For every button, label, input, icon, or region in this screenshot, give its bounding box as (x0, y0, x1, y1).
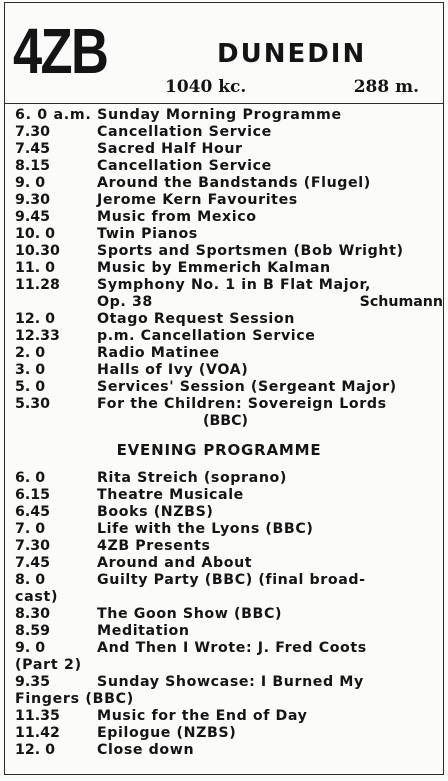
header-divider (5, 103, 443, 104)
programme-line: (Part 2) (15, 657, 82, 673)
programme-row (15, 396, 443, 413)
programme-time: 9. 0 (15, 640, 46, 656)
programme-title: Halls of Ivy (VOA) (97, 362, 249, 378)
programme-title: Close down (97, 742, 195, 758)
programme-row (15, 674, 443, 691)
programme-row (15, 640, 443, 657)
programme-time: 9.45 (15, 209, 51, 225)
programme-title: Rita Streich (soprano) (97, 470, 287, 486)
programme-title: Around and About (97, 555, 253, 571)
programme-row (15, 277, 443, 294)
programme-title: Theatre Musicale (97, 487, 244, 503)
programme-title: Otago Request Session (97, 311, 295, 327)
programme-time: 10. 0 (15, 226, 55, 242)
programme-title: Around the Bandstands (Flugel) (97, 175, 371, 191)
programme-time: 7. 0 (15, 521, 46, 537)
programme-row (15, 345, 443, 362)
programme-row (15, 657, 443, 674)
programme-title: Meditation (97, 623, 190, 639)
programme-time: 5.30 (15, 396, 51, 412)
programme-row (15, 226, 443, 243)
programme-row (15, 538, 443, 555)
programme-time: 10.30 (15, 243, 60, 259)
programme-row (15, 504, 443, 521)
programme-time: 9. 0 (15, 175, 46, 191)
programme-title: Music from Mexico (97, 209, 257, 225)
programme-row (15, 107, 443, 124)
programme-line: Fingers (BBC) (15, 691, 134, 707)
programme-row (15, 725, 443, 742)
station-header (5, 3, 443, 99)
programme-row (15, 708, 443, 725)
programme-line: cast) (15, 589, 59, 605)
programme-time: 8.30 (15, 606, 51, 622)
programme-row (15, 572, 443, 589)
programme-row (15, 623, 443, 640)
programme-time: 7.45 (15, 141, 51, 157)
programme-time: 7.30 (15, 538, 51, 554)
programme-row (15, 311, 443, 328)
programme-row (15, 141, 443, 158)
station-frequency: 1040 kc. (165, 77, 247, 97)
programme-title: Cancellation Service (97, 124, 272, 140)
programme-time: 12. 0 (15, 742, 55, 758)
programme-time: 11.42 (15, 725, 60, 741)
programme-row (15, 521, 443, 538)
programme-note: (BBC) (203, 413, 249, 429)
programme-row (15, 158, 443, 175)
programme-row (15, 742, 443, 759)
programme-title: Cancellation Service (97, 158, 272, 174)
programme-time: 6. 0 (15, 470, 46, 486)
programme-row (15, 555, 443, 572)
programme-time: 7.30 (15, 124, 51, 140)
programme-title: Symphony No. 1 in B Flat Major, (97, 277, 372, 293)
programme-row (15, 192, 443, 209)
programme-title: Sunday Showcase: I Burned My (97, 674, 364, 690)
programme-time: 9.35 (15, 674, 51, 690)
programme-time: 5. 0 (15, 379, 46, 395)
programme-time: 12. 0 (15, 311, 55, 327)
programme-time: 3. 0 (15, 362, 46, 378)
programme-title: 4ZB Presents (97, 538, 211, 554)
programme-time: 11.35 (15, 708, 60, 724)
programme-time: 2. 0 (15, 345, 46, 361)
programme-title: Music by Emmerich Kalman (97, 260, 331, 276)
programme-row (15, 328, 443, 345)
programme-title: Epilogue (NZBS) (97, 725, 237, 741)
programme-row (15, 243, 443, 260)
programme-time: 7.45 (15, 555, 51, 571)
programme-row (15, 124, 443, 141)
programme-row (15, 294, 443, 311)
programme-time: 9.30 (15, 192, 51, 208)
station-city: DUNEDIN (217, 39, 367, 69)
programme-title: Services' Session (Sergeant Major) (97, 379, 397, 395)
programme-title: And Then I Wrote: J. Fred Coots (97, 640, 367, 656)
programme-row (15, 260, 443, 277)
programme-title: p.m. Cancellation Service (97, 328, 316, 344)
programme-title: Jerome Kern Favourites (97, 192, 298, 208)
programme-time: 11. 0 (15, 260, 55, 276)
programme-time: 6.15 (15, 487, 51, 503)
programme-time: 12.33 (15, 328, 60, 344)
programme-title: Op. 38 (97, 294, 153, 310)
programme-title: Radio Matinee (97, 345, 220, 361)
programme-row (15, 379, 443, 396)
programme-title: For the Children: Sovereign Lords (97, 396, 387, 412)
programme-time: 6.45 (15, 504, 51, 520)
programme-title: Guilty Party (BBC) (final broad- (97, 572, 366, 588)
programme-title: The Goon Show (BBC) (97, 606, 283, 622)
programme-row (15, 413, 443, 430)
programme-time: 8. 0 (15, 572, 46, 588)
programme-line: 6. 0 a.m. Sunday Morning Programme (15, 107, 342, 123)
programme-time: 11.28 (15, 277, 60, 293)
programme-title: Twin Pianos (97, 226, 198, 242)
programme-list (15, 107, 443, 759)
programme-title: Books (NZBS) (97, 504, 214, 520)
programme-title: Life with the Lyons (BBC) (97, 521, 314, 537)
programme-title: Music for the End of Day (97, 708, 308, 724)
station-callsign: 4ZB (13, 15, 108, 87)
programme-row (15, 175, 443, 192)
programme-row (15, 691, 443, 708)
station-wavelength: 288 m. (353, 77, 419, 97)
evening-programme-heading: EVENING PROGRAMME (116, 441, 322, 459)
programme-row (15, 362, 443, 379)
evening-programme (15, 470, 443, 759)
programme-time: 8.59 (15, 623, 51, 639)
programme-row (15, 209, 443, 226)
programme-composer: Schumann (359, 294, 443, 310)
programme-title: Sports and Sportsmen (Bob Wright) (97, 243, 404, 259)
programme-row (15, 470, 443, 487)
programme-time: 8.15 (15, 158, 51, 174)
programme-title: Sacred Half Hour (97, 141, 243, 157)
programme-listing-page (4, 2, 444, 775)
programme-row (15, 487, 443, 504)
programme-row (15, 589, 443, 606)
programme-row (15, 606, 443, 623)
morning-programme (15, 107, 443, 430)
